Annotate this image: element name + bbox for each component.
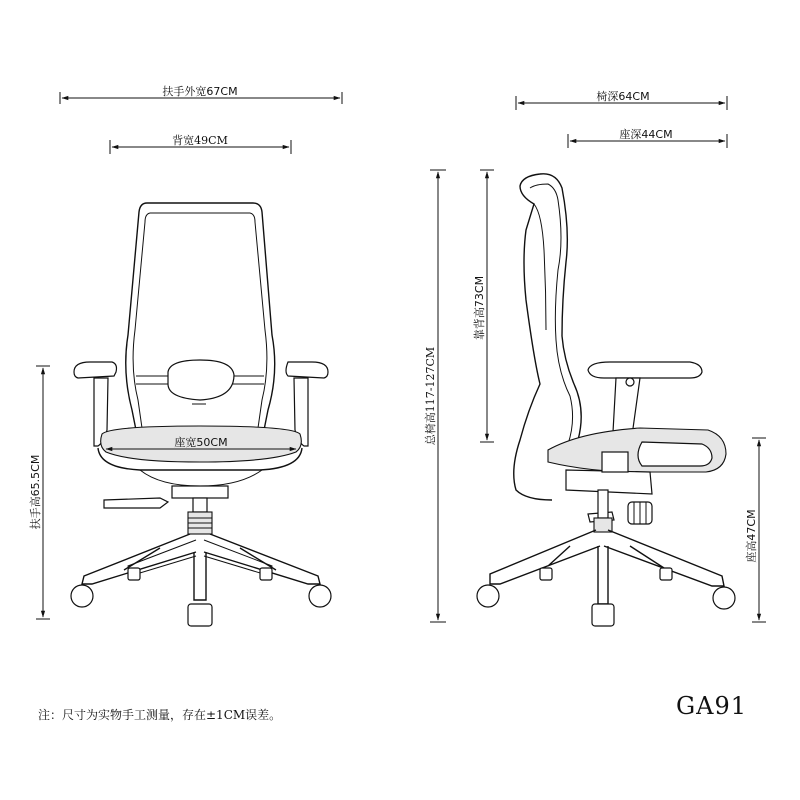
seat-depth-label: 座深44CM bbox=[619, 128, 673, 141]
chair-depth-dimension bbox=[516, 89, 727, 110]
front-base bbox=[82, 534, 320, 600]
side-casters bbox=[477, 568, 735, 626]
front-casters bbox=[71, 568, 331, 626]
back-width-dimension bbox=[110, 133, 291, 154]
tilt-lever bbox=[104, 498, 168, 508]
side-view bbox=[472, 89, 766, 626]
seat-height-dimension bbox=[744, 438, 766, 622]
back-width-label: 背宽49CM bbox=[172, 134, 228, 147]
left-armrest-pad bbox=[74, 362, 117, 378]
side-base bbox=[490, 530, 724, 604]
side-armrest-pad bbox=[588, 362, 702, 378]
seat-width-label: 座宽50CM bbox=[174, 436, 228, 449]
lumbar-pad bbox=[168, 360, 234, 400]
model-number: GA91 bbox=[676, 692, 748, 720]
back-height-label: 靠背高73CM bbox=[473, 275, 486, 341]
total-height-dimension bbox=[423, 170, 446, 622]
total-height-label: 总椅高117-127CM bbox=[424, 346, 437, 446]
chair-depth-label: 椅深64CM bbox=[596, 90, 650, 103]
seat-depth-dimension bbox=[568, 127, 727, 148]
seat-height-label: 座高47CM bbox=[745, 509, 758, 563]
armrest-height-dimension bbox=[28, 366, 50, 619]
back-height-dimension bbox=[472, 170, 494, 442]
front-view bbox=[28, 84, 342, 626]
armrest-width-dimension bbox=[60, 84, 342, 104]
right-armrest-pad bbox=[286, 362, 328, 378]
armrest-height-label: 扶手高65.5CM bbox=[29, 454, 42, 530]
measurement-note: 注：尺寸为实物手工测量，存在±1CM误差。 bbox=[38, 708, 282, 722]
armrest-width-label: 扶手外宽67CM bbox=[162, 85, 238, 98]
